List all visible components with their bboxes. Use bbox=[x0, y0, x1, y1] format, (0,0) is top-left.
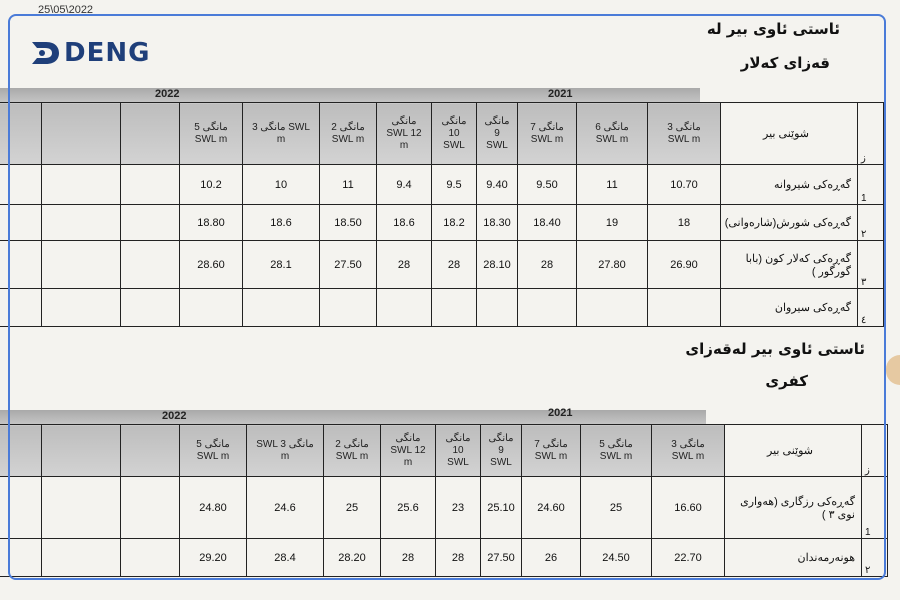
section1-year-2021: 2021 bbox=[548, 88, 573, 100]
swl-value-cell: 24.80 bbox=[180, 477, 247, 539]
header-empty-cell bbox=[42, 425, 121, 477]
swl-value-cell bbox=[518, 289, 577, 327]
swl-value-cell: 10 bbox=[243, 165, 320, 205]
swl-value-cell: 18.80 bbox=[180, 205, 243, 241]
month-header: مانگی 10 SWL bbox=[436, 425, 481, 477]
table-row bbox=[0, 241, 884, 289]
empty-cell bbox=[121, 205, 180, 241]
swl-value-cell: 16.60 bbox=[652, 477, 725, 539]
swl-value-cell: 23 bbox=[436, 477, 481, 539]
swl-value-cell: 27.50 bbox=[481, 539, 522, 577]
swl-value-cell bbox=[432, 289, 477, 327]
swl-value-cell: 25 bbox=[324, 477, 381, 539]
swl-value-cell: 28.4 bbox=[247, 539, 324, 577]
swl-value-cell bbox=[320, 289, 377, 327]
month-header: مانگی 9 SWL bbox=[477, 103, 518, 165]
empty-cell bbox=[0, 289, 42, 327]
empty-cell bbox=[0, 205, 42, 241]
row-index-cell: ٤ bbox=[858, 289, 884, 327]
swl-value-cell bbox=[243, 289, 320, 327]
empty-cell bbox=[42, 241, 121, 289]
section2-year-2022: 2022 bbox=[162, 410, 187, 422]
row-index-cell: 1 bbox=[862, 477, 888, 539]
table-row bbox=[0, 289, 884, 327]
site-name-cell: گەڕەکی سیروان bbox=[721, 289, 858, 327]
swl-value-cell: 18 bbox=[648, 205, 721, 241]
header-empty-cell bbox=[121, 103, 180, 165]
section1-title-line2: قەزای کەلار bbox=[740, 54, 830, 72]
empty-cell bbox=[0, 165, 42, 205]
swl-value-cell bbox=[477, 289, 518, 327]
swl-value-cell: 19 bbox=[577, 205, 648, 241]
header-empty-cell bbox=[0, 425, 42, 477]
deng-logo-text: DENG bbox=[64, 38, 151, 68]
empty-cell bbox=[121, 289, 180, 327]
empty-cell bbox=[0, 241, 42, 289]
month-header: مانگی 5 SWL m bbox=[180, 103, 243, 165]
swl-value-cell: 26.90 bbox=[648, 241, 721, 289]
swl-value-cell: 26 bbox=[522, 539, 581, 577]
header-empty-cell bbox=[0, 103, 42, 165]
swl-value-cell: 28.1 bbox=[243, 241, 320, 289]
index-header: ز bbox=[858, 103, 884, 165]
swl-value-cell: 18.2 bbox=[432, 205, 477, 241]
month-header: مانگی 2 SWL m bbox=[324, 425, 381, 477]
swl-value-cell: 24.50 bbox=[581, 539, 652, 577]
swl-value-cell: 22.70 bbox=[652, 539, 725, 577]
section1-table bbox=[0, 102, 884, 327]
swl-value-cell: 25.6 bbox=[381, 477, 436, 539]
site-name-cell: هونەرمەندان bbox=[725, 539, 862, 577]
section2-title-line2: کفری bbox=[765, 372, 808, 390]
swl-value-cell: 24.60 bbox=[522, 477, 581, 539]
swl-value-cell: 29.20 bbox=[180, 539, 247, 577]
month-header: مانگی 9 SWL bbox=[481, 425, 522, 477]
swl-value-cell: 24.6 bbox=[247, 477, 324, 539]
empty-cell bbox=[42, 539, 121, 577]
swl-value-cell: 25 bbox=[581, 477, 652, 539]
month-header: مانگی SWL 12 m bbox=[381, 425, 436, 477]
deng-logo-icon bbox=[30, 39, 60, 67]
swl-value-cell: 10.70 bbox=[648, 165, 721, 205]
table-row bbox=[0, 539, 888, 577]
month-header: مانگی 7 SWL m bbox=[518, 103, 577, 165]
empty-cell bbox=[0, 539, 42, 577]
month-header: مانگی 5 SWL m bbox=[581, 425, 652, 477]
header-empty-cell bbox=[42, 103, 121, 165]
swl-value-cell: 9.4 bbox=[377, 165, 432, 205]
month-header: مانگی 3 SWL m bbox=[648, 103, 721, 165]
month-header: مانگی SWL 12 m bbox=[377, 103, 432, 165]
section2-year-band bbox=[0, 410, 706, 424]
deng-logo bbox=[30, 38, 150, 68]
month-header: مانگی 6 SWL m bbox=[577, 103, 648, 165]
section1-year-2022: 2022 bbox=[155, 88, 180, 100]
empty-cell bbox=[42, 477, 121, 539]
swl-value-cell: 28 bbox=[432, 241, 477, 289]
swl-value-cell: 11 bbox=[320, 165, 377, 205]
swl-value-cell: 11 bbox=[577, 165, 648, 205]
swl-value-cell: 18.6 bbox=[377, 205, 432, 241]
month-header: مانگی 3 SWL m bbox=[652, 425, 725, 477]
row-index-cell: ٢ bbox=[862, 539, 888, 577]
page-edge-tab bbox=[886, 355, 900, 385]
empty-cell bbox=[121, 539, 180, 577]
section1-title-line1: ئاستی ئاوی بیر لە bbox=[706, 20, 840, 38]
swl-value-cell bbox=[180, 289, 243, 327]
section2-title-line1: ئاستی ئاوی بیر لەقەزای bbox=[685, 340, 865, 358]
row-index-cell: 1 bbox=[858, 165, 884, 205]
document-date: 25\05\2022 bbox=[38, 4, 94, 16]
section2-year-2021: 2021 bbox=[548, 407, 573, 419]
month-header: مانگی 5 SWL m bbox=[180, 425, 247, 477]
swl-value-cell: 9.40 bbox=[477, 165, 518, 205]
row-index-cell: ٢ bbox=[858, 205, 884, 241]
swl-value-cell bbox=[577, 289, 648, 327]
section2-table bbox=[0, 424, 888, 577]
swl-value-cell: 18.40 bbox=[518, 205, 577, 241]
site-name-cell: گەڕەکی شورش(شارەوانی) bbox=[721, 205, 858, 241]
empty-cell bbox=[42, 165, 121, 205]
site-name-cell: گەڕەکی رزگاری (هەواری نوی ٣ ) bbox=[725, 477, 862, 539]
table-row bbox=[0, 165, 884, 205]
swl-value-cell: 28 bbox=[518, 241, 577, 289]
table-row bbox=[0, 477, 888, 539]
swl-value-cell: 28.10 bbox=[477, 241, 518, 289]
month-header: مانگی 7 SWL m bbox=[522, 425, 581, 477]
site-name-cell: گەڕەکی شیروانە bbox=[721, 165, 858, 205]
empty-cell bbox=[42, 289, 121, 327]
site-name-cell: گەڕەکی کەلار کون (بابا گورگور ) bbox=[721, 241, 858, 289]
empty-cell bbox=[42, 205, 121, 241]
swl-value-cell bbox=[648, 289, 721, 327]
swl-value-cell: 28 bbox=[381, 539, 436, 577]
table-row bbox=[0, 205, 884, 241]
month-header: مانگی 10 SWL bbox=[432, 103, 477, 165]
section1-year-band bbox=[0, 88, 700, 102]
swl-value-cell: 28 bbox=[436, 539, 481, 577]
swl-value-cell: 28.20 bbox=[324, 539, 381, 577]
month-header: SWL 3 مانگی m bbox=[247, 425, 324, 477]
empty-cell bbox=[121, 165, 180, 205]
swl-value-cell: 28.60 bbox=[180, 241, 243, 289]
swl-value-cell: 18.6 bbox=[243, 205, 320, 241]
month-header: مانگی 2 SWL m bbox=[320, 103, 377, 165]
site-header: شوێنی بیر bbox=[721, 103, 858, 165]
swl-value-cell: 18.30 bbox=[477, 205, 518, 241]
site-header: شوێنی بیر bbox=[725, 425, 862, 477]
month-header: مانگی 3 SWL m bbox=[243, 103, 320, 165]
swl-value-cell: 9.5 bbox=[432, 165, 477, 205]
swl-value-cell: 10.2 bbox=[180, 165, 243, 205]
swl-value-cell bbox=[377, 289, 432, 327]
swl-value-cell: 18.50 bbox=[320, 205, 377, 241]
header-empty-cell bbox=[121, 425, 180, 477]
row-index-cell: ٣ bbox=[858, 241, 884, 289]
swl-value-cell: 28 bbox=[377, 241, 432, 289]
swl-value-cell: 27.80 bbox=[577, 241, 648, 289]
index-header: ز bbox=[862, 425, 888, 477]
swl-value-cell: 9.50 bbox=[518, 165, 577, 205]
empty-cell bbox=[0, 477, 42, 539]
swl-value-cell: 27.50 bbox=[320, 241, 377, 289]
swl-value-cell: 25.10 bbox=[481, 477, 522, 539]
empty-cell bbox=[121, 477, 180, 539]
empty-cell bbox=[121, 241, 180, 289]
